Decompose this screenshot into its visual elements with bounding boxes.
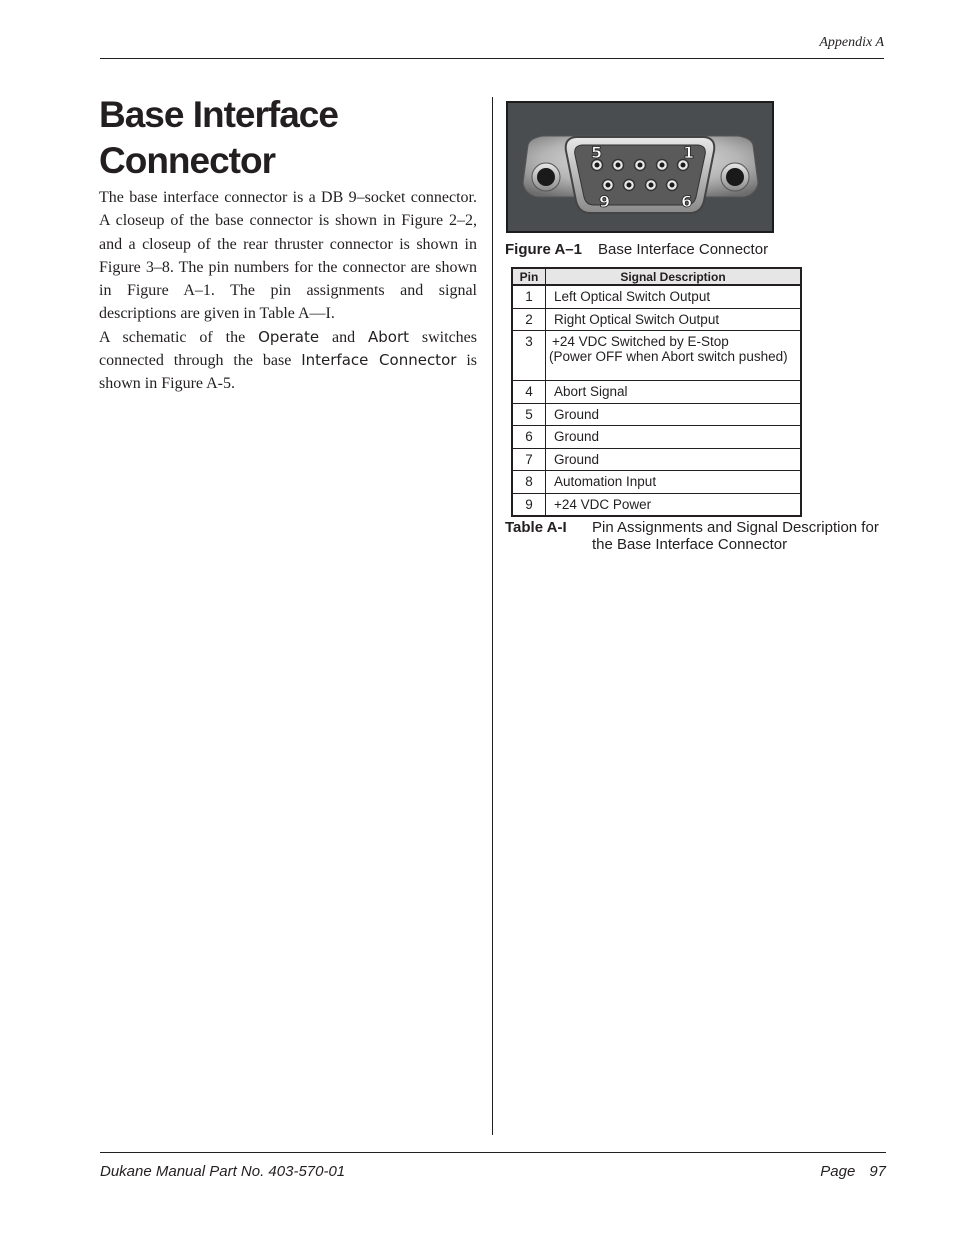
desc-cell: Automation Input (546, 471, 802, 494)
table-row (512, 285, 801, 308)
pin-cell: 2 (512, 308, 546, 331)
pin-cell: 5 (512, 403, 546, 426)
page-title (99, 92, 338, 184)
pin-label-6: 6 (681, 192, 693, 211)
page-number-block (820, 1163, 886, 1180)
interface-connector-term: Interface Connector (301, 351, 457, 370)
operate-term: Operate (258, 327, 320, 346)
pin-label-5: 5 (591, 143, 603, 162)
right-screw-hole (726, 168, 744, 186)
column-divider (492, 97, 493, 1135)
left-screw-hole (537, 168, 555, 186)
p2-text-a: A schematic of the (99, 328, 259, 346)
p2-text-b: and (319, 328, 368, 346)
pin-label-9: 9 (599, 192, 611, 211)
pin-label-1: 1 (683, 143, 695, 162)
desc-cell: Ground (546, 403, 802, 426)
table-row (512, 493, 801, 516)
table-caption-text: Pin Assignments and Signal Description for the Base Interface Connector (592, 519, 879, 553)
page-label: Page (820, 1163, 856, 1180)
manual-part-number: Dukane Manual Part No. 403-570-01 (100, 1163, 346, 1180)
p2-text-d: is shown in Figure A-5. (99, 352, 477, 393)
db9-connector-image (508, 103, 772, 231)
table-row (512, 403, 801, 426)
connector-figure (506, 101, 774, 233)
abort-term: Abort (368, 327, 410, 346)
desc-cell: Ground (546, 426, 802, 449)
pin-cell: 9 (512, 493, 546, 516)
pin-cell: 4 (512, 381, 546, 404)
header-rule (100, 58, 884, 59)
figure-caption (505, 241, 768, 258)
page-title-line2: Connector (99, 140, 275, 181)
table-label: Table A-I (505, 519, 567, 536)
figure-label: Figure A–1 (505, 241, 582, 258)
table-row (512, 381, 801, 404)
pin-cell: 7 (512, 448, 546, 471)
section-label: Appendix A (819, 35, 884, 50)
desc-line-1: +24 VDC Switched by E-Stop (552, 334, 729, 349)
desc-cell (546, 331, 802, 381)
body-paragraph-2 (99, 326, 477, 396)
table-row (512, 426, 801, 449)
desc-cell: +24 VDC Power (546, 493, 802, 516)
signal-column-header: Signal Description (546, 268, 802, 285)
desc-cell: Ground (546, 448, 802, 471)
body-paragraph-1: The base interface connector is a DB 9–socket connector. A closeup of the base connector is shown in Figure 2–2, and a closeup of the rear thruster connector is shown in Figure 3–8. The pin numbers for the connector are shown in Figure A–1. The pin assignments and signal descriptions are given in Table A—I. (99, 189, 477, 323)
desc-cell: Left Optical Switch Output (546, 285, 802, 308)
desc-line-2: (Power OFF when Abort switch pushed) (549, 349, 788, 364)
pin-cell: 6 (512, 426, 546, 449)
desc-cell: Abort Signal (546, 381, 802, 404)
figure-caption-text: Base Interface Connector (597, 241, 769, 258)
pin-cell: 3 (512, 331, 546, 381)
pin-cell: 8 (512, 471, 546, 494)
footer-rule (100, 1152, 886, 1153)
pin-cell: 1 (512, 285, 546, 308)
pin-assignment-table (511, 267, 802, 517)
page-number: 97 (869, 1163, 886, 1180)
body-text (99, 186, 477, 396)
table-header-row (512, 268, 801, 285)
table-row (512, 448, 801, 471)
p2-text-c: switches connected through the base (99, 328, 478, 370)
table-row (512, 308, 801, 331)
table-row (512, 471, 801, 494)
desc-cell: Right Optical Switch Output (546, 308, 802, 331)
pin-column-header: Pin (512, 268, 546, 285)
table-row (512, 331, 801, 381)
page-title-line1: Base Interface (99, 94, 338, 135)
